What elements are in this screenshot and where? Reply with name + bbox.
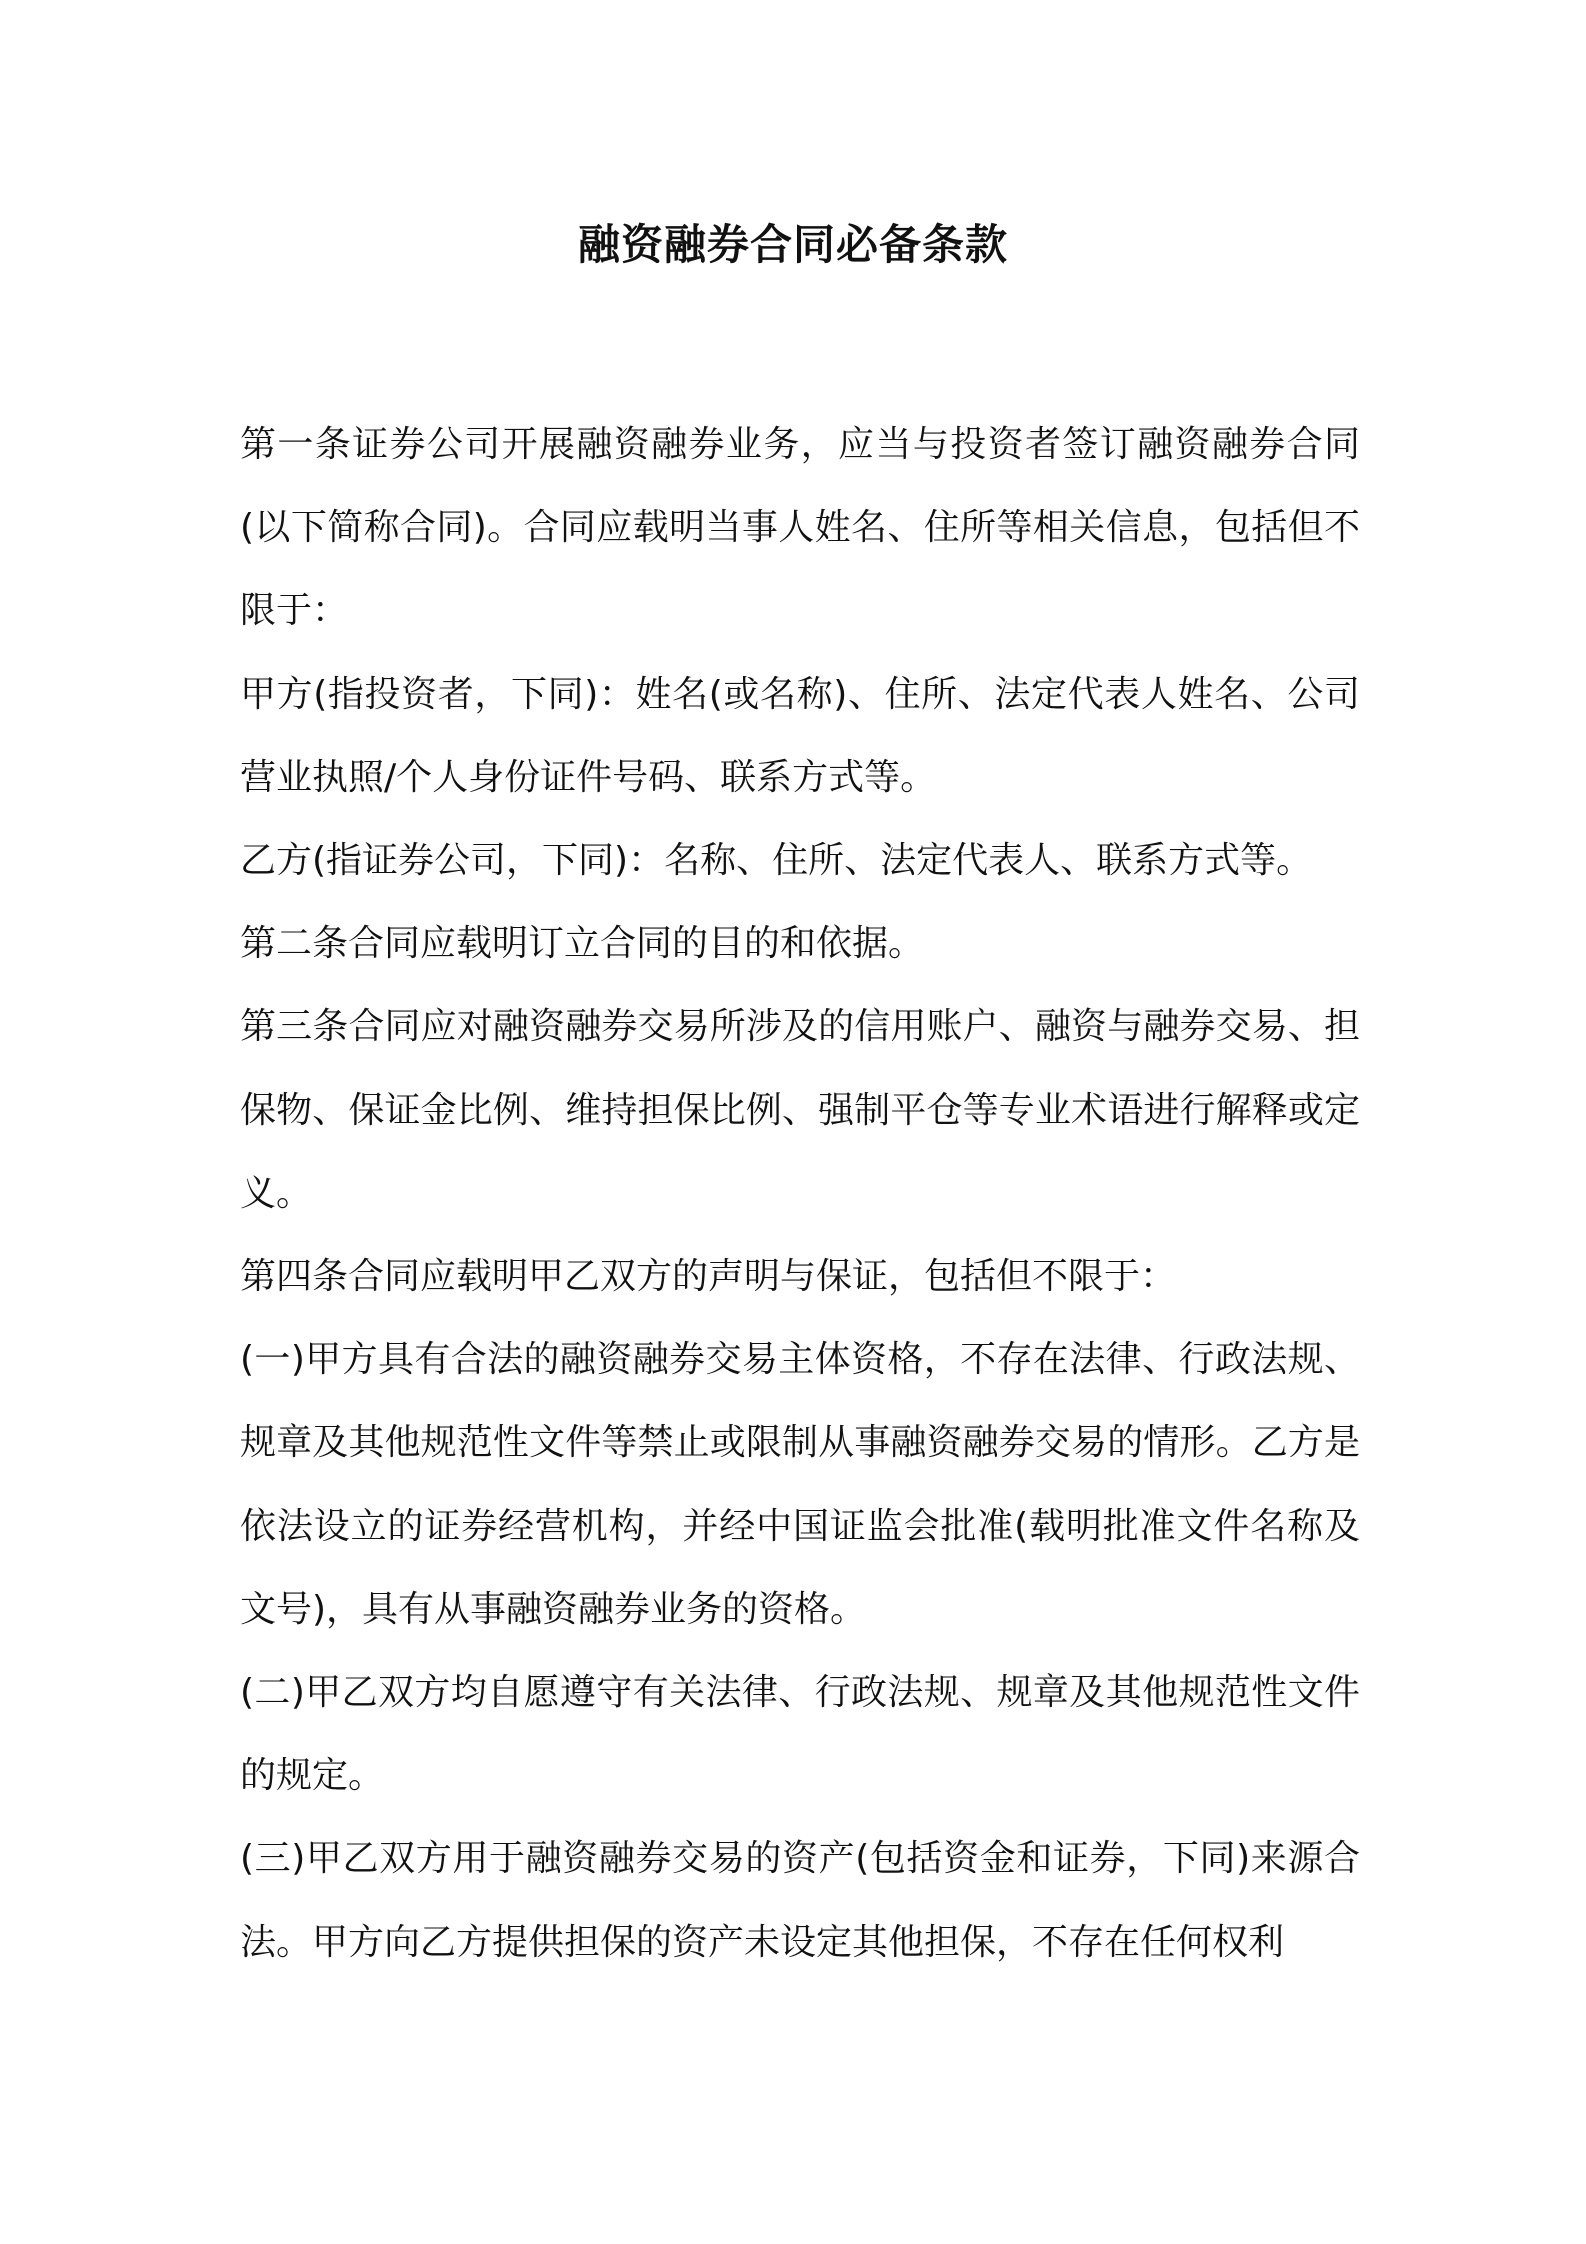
paragraph-party-b: 乙方(指证券公司，下同)：名称、住所、法定代表人、联系方式等。 — [240, 840, 1313, 882]
paragraph-clause-1: (一)甲方具有合法的融资融券交易主体资格，不存在法律、行政法规、规章及其他规范性文件等禁止或限制从事融资融券交易的情形。乙方是依法设立的证券经营机构，并经中国证监会批准(载明批准文件名称及文号)，具有从事融资融券业务的资格。 — [240, 1339, 1360, 1630]
paragraph-article-1: 第一条证券公司开展融资融券业务，应当与投资者签订融资融券合同(以下简称合同)。合同应载明当事人姓名、住所等相关信息，包括但不限于： — [240, 424, 1360, 632]
paragraph-article-4: 第四条合同应载明甲乙双方的声明与保证，包括但不限于： — [240, 1256, 1177, 1298]
paragraph-article-3: 第三条合同应对融资融券交易所涉及的信用账户、融资与融券交易、担保物、保证金比例、维持担保比例、强制平仓等专业术语进行解释或定义。 — [240, 1006, 1360, 1214]
document-body — [240, 403, 1360, 1984]
paragraph-article-2: 第二条合同应载明订立合同的目的和依据。 — [240, 923, 925, 965]
paragraph-party-a: 甲方(指投资者，下同)：姓名(或名称)、住所、法定代表人姓名、公司营业执照/个人身份证件号码、联系方式等。 — [240, 673, 1360, 798]
document-title: 融资融券合同必备条款 — [577, 220, 1008, 269]
paragraph-clause-3: (三)甲乙双方用于融资融券交易的资产(包括资金和证券，下同)来源合法。甲方向乙方提供担保的资产未设定其他担保，不存在任何权利 — [240, 1838, 1360, 1963]
paragraph-clause-2: (二)甲乙双方均自愿遵守有关法律、行政法规、规章及其他规范性文件的规定。 — [240, 1672, 1360, 1797]
